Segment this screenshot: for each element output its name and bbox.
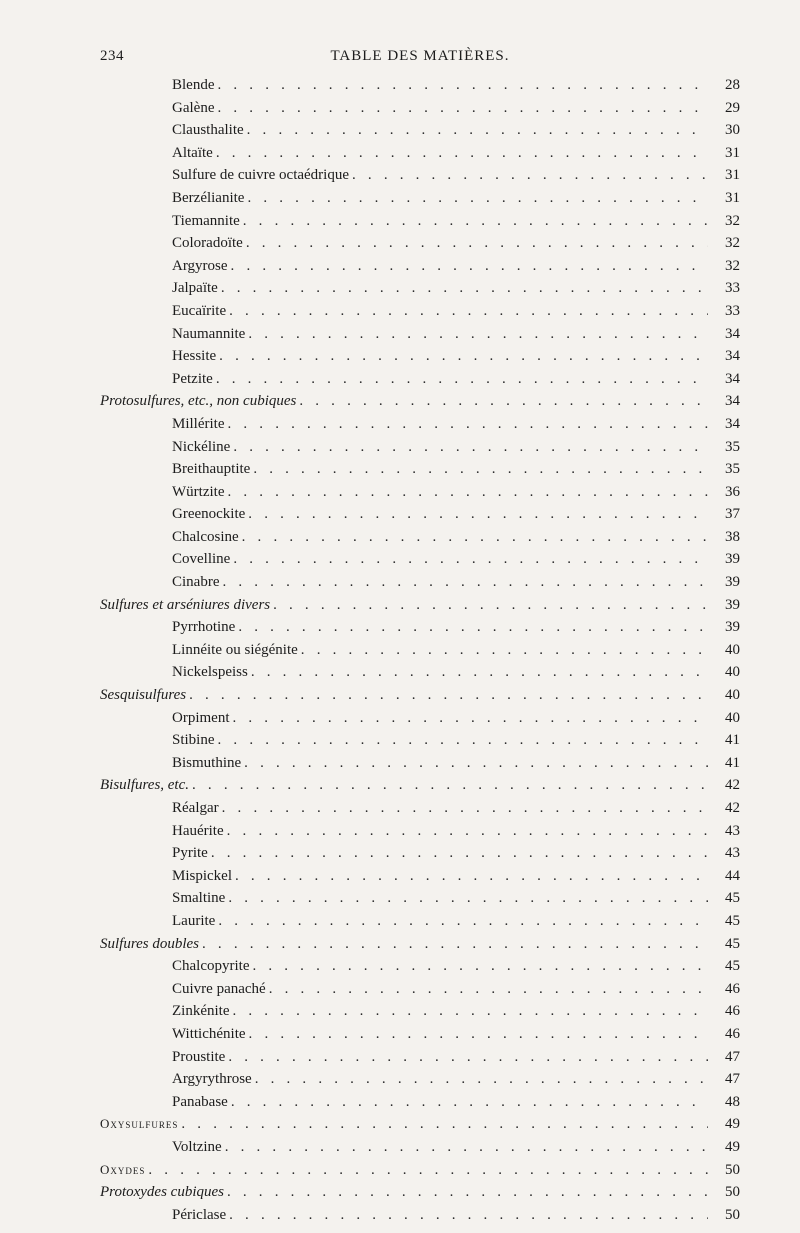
toc-entry: [100, 1000, 740, 1023]
toc-entry-label: Réalgar: [172, 800, 219, 816]
toc-entry-page: 38: [725, 528, 740, 545]
toc-entry: [100, 548, 740, 571]
toc-entry-page: 34: [725, 325, 740, 342]
toc-entry-page: 40: [725, 664, 740, 681]
toc-entry-label: Clausthalite: [172, 122, 244, 139]
toc-entry-page: 46: [725, 980, 740, 997]
toc-entry-label: Naumannite: [172, 325, 246, 342]
toc-section-heading: [100, 684, 740, 707]
dot-leader: [299, 390, 708, 413]
dot-leader: [189, 684, 708, 707]
dot-leader: [148, 1159, 708, 1182]
toc-entry-page: 41: [725, 754, 740, 771]
toc-entry: [100, 1046, 740, 1069]
toc-entry-label: Tiemannite: [172, 212, 240, 229]
toc-entry-label: Pyrite: [172, 845, 208, 862]
toc-entry-label: Sulfure de cuivre octaédrique: [172, 167, 350, 184]
toc-entry-page: 31: [725, 167, 740, 184]
toc-entry-page: 49: [725, 1138, 740, 1155]
toc-entry: [100, 707, 740, 730]
dot-leader: [221, 277, 708, 300]
dot-leader: [273, 594, 708, 617]
dot-leader: [231, 1091, 708, 1114]
toc-entry-label: Mispickel: [172, 867, 232, 884]
toc-entry-page: 48: [725, 1093, 740, 1110]
toc-entry-page: 40: [725, 687, 740, 704]
toc-entry: [100, 74, 740, 97]
toc-entry-page: 29: [725, 99, 740, 116]
toc-entry: [100, 887, 740, 910]
dot-leader: [218, 910, 708, 933]
toc-entry-label: Argyrose: [172, 257, 228, 274]
toc-entry: [100, 232, 740, 255]
toc-entry-label: Stibine: [172, 732, 215, 749]
toc-entry-label: Bismuthine: [172, 754, 242, 771]
toc-entry: [100, 842, 740, 865]
toc-entry-page: 43: [725, 822, 740, 839]
toc-entry-label: Jalpaïte: [172, 280, 218, 297]
toc-entry: [100, 639, 740, 662]
dot-leader: [255, 1068, 708, 1091]
dot-leader: [219, 345, 708, 368]
toc-entry-label: Covelline: [172, 551, 231, 568]
dot-leader: [249, 1023, 708, 1046]
toc-entry-page: 47: [725, 1071, 740, 1088]
toc-entry-page: 39: [725, 551, 740, 568]
toc-entry: [100, 164, 740, 187]
toc-entry-label: Cuivre panaché: [172, 980, 266, 997]
dot-leader: [227, 820, 708, 843]
toc-entry-label: Protoxydes cubiques: [100, 1184, 224, 1201]
toc-entry-page: 34: [725, 370, 740, 387]
toc-entry-label: Sulfures et arséniures divers: [100, 596, 271, 613]
dot-leader: [192, 774, 708, 797]
toc-entry-label: Millérite: [172, 415, 225, 432]
page-header: [100, 48, 740, 72]
dot-leader: [253, 458, 708, 481]
toc-entry-label: Chalcopyrite: [172, 958, 250, 975]
dot-leader: [233, 436, 708, 459]
toc-entry-page: 39: [725, 574, 740, 591]
dot-leader: [233, 548, 708, 571]
toc-entry-page: 47: [725, 1048, 740, 1065]
toc-entry-page: 34: [725, 415, 740, 432]
toc-entry: [100, 142, 740, 165]
toc-entry-label: Smaltine: [172, 890, 226, 907]
toc-section-heading: [100, 594, 740, 617]
toc-entry-label: Cinabre: [172, 574, 220, 591]
toc-entry: [100, 729, 740, 752]
toc-entry: [100, 277, 740, 300]
toc-entry-label: Blende: [172, 77, 215, 93]
dot-leader: [229, 300, 708, 323]
toc-entry-label: Sulfures doubles: [100, 935, 200, 952]
dot-leader: [228, 887, 708, 910]
toc-entry-label: Breithauptite: [172, 461, 251, 478]
toc-entry-page: 42: [725, 777, 740, 794]
dot-leader: [233, 707, 709, 730]
toc-entry: [100, 1023, 740, 1046]
toc-entry-page: 45: [725, 890, 740, 907]
toc-entry-page: 33: [725, 280, 740, 297]
toc-entry-page: 42: [725, 800, 740, 816]
dot-leader: [216, 368, 708, 391]
toc-entry: [100, 955, 740, 978]
toc-entry-label: Linnéite ou siégénite: [172, 641, 298, 658]
dot-leader: [227, 1181, 708, 1204]
toc-entry-page: 45: [725, 935, 740, 952]
toc-entry: [100, 503, 740, 526]
toc-entry-page: 45: [725, 958, 740, 975]
toc-entry-page: 32: [725, 257, 740, 274]
toc-entry-page: 46: [725, 1003, 740, 1020]
toc-entry-label: Proustite: [172, 1048, 226, 1065]
toc-entry-page: 33: [725, 302, 740, 319]
dot-leader: [229, 1204, 708, 1227]
dot-leader: [228, 413, 709, 436]
toc-entry-page: 45: [725, 912, 740, 929]
toc-entry-label: Galène: [172, 99, 215, 116]
dot-leader: [248, 503, 708, 526]
toc-entry: [100, 526, 740, 549]
dot-leader: [202, 933, 708, 956]
toc-entry-label: Würtzite: [172, 483, 225, 500]
dot-leader: [251, 661, 708, 684]
toc-entry-page: 50: [725, 1161, 740, 1178]
running-title: TABLE DES MATIÈRES.: [330, 48, 510, 64]
toc-entry-page: 41: [725, 732, 740, 749]
toc-entry: [100, 368, 740, 391]
dot-leader: [238, 616, 708, 639]
toc-entry: [100, 97, 740, 120]
toc-entry: [100, 436, 740, 459]
toc-entry-page: 43: [725, 845, 740, 862]
toc-entry-label: Laurite: [172, 912, 216, 929]
toc-section-heading: [100, 1113, 740, 1136]
dot-leader: [246, 232, 708, 255]
toc-entry-page: 40: [725, 709, 740, 726]
dot-leader: [218, 729, 708, 752]
toc-entry: [100, 865, 740, 888]
dot-leader: [217, 97, 708, 120]
dot-leader: [218, 74, 709, 97]
toc-entry-label: Eucaïrite: [172, 302, 227, 319]
toc-entry-label: Berzélianite: [172, 189, 245, 206]
dot-leader: [235, 865, 708, 888]
toc-entry-page: 50: [725, 1206, 740, 1223]
dot-leader: [301, 639, 708, 662]
toc-entry-label: Panabase: [172, 1093, 228, 1110]
dot-leader: [227, 481, 708, 504]
toc-section-heading: [100, 1181, 740, 1204]
toc-entry-label: Wittichénite: [172, 1025, 246, 1042]
toc-entry-label: Altaïte: [172, 144, 213, 161]
toc-entry: [100, 1136, 740, 1159]
toc-entry-label: Sesquisulfures: [100, 687, 187, 704]
toc-entry: [100, 119, 740, 142]
toc-entry-label: Périclase: [172, 1206, 227, 1223]
toc-entry: [100, 752, 740, 775]
dot-leader: [248, 323, 708, 346]
toc-entry-page: 39: [725, 619, 740, 636]
toc-entry-label: Oxysulfures: [100, 1116, 179, 1132]
toc-entry: [100, 1068, 740, 1091]
toc-entry-label: Zinkénite: [172, 1003, 230, 1020]
dot-leader: [228, 1046, 708, 1069]
toc-entry-page: 50: [725, 1184, 740, 1201]
dot-leader: [232, 1000, 708, 1023]
toc-entry: [100, 661, 740, 684]
toc-entry: [100, 413, 740, 436]
toc-entry-page: 34: [725, 393, 740, 410]
toc-entry: [100, 255, 740, 278]
dot-leader: [352, 164, 708, 187]
toc-entry-label: Hauérite: [172, 822, 224, 839]
toc-entry-label: Protosulfures, etc., non cubiques: [100, 393, 297, 410]
toc-entry-page: 46: [725, 1025, 740, 1042]
dot-leader: [242, 526, 708, 549]
toc-entry-page: 32: [725, 212, 740, 229]
dot-leader: [247, 187, 708, 210]
dot-leader: [243, 210, 708, 233]
toc-entry: [100, 458, 740, 481]
toc-entry-page: 32: [725, 235, 740, 252]
toc-entry: [100, 910, 740, 933]
dot-leader: [225, 1136, 708, 1159]
toc-entry: [100, 616, 740, 639]
dot-leader: [181, 1113, 708, 1136]
page-number: 234: [100, 48, 124, 64]
toc-entry: [100, 820, 740, 843]
toc-entry-page: 39: [725, 596, 740, 613]
toc-entry-label: Argyrythrose: [172, 1071, 252, 1088]
toc-entry-label: Nickelspeiss: [172, 664, 248, 681]
dot-leader: [269, 978, 708, 1001]
toc-entry-page: 49: [725, 1116, 740, 1133]
toc-entry-label: Pyrrhotine: [172, 619, 236, 636]
dot-leader: [247, 119, 708, 142]
toc-entry-page: 44: [725, 867, 740, 884]
toc-entry-page: 28: [725, 77, 740, 93]
toc-entry: [100, 210, 740, 233]
toc-entry-label: Chalcosine: [172, 528, 239, 545]
toc-entry: [100, 571, 740, 594]
dot-leader: [222, 797, 708, 820]
dot-leader: [216, 142, 708, 165]
toc-entry-label: Voltzine: [172, 1138, 222, 1155]
toc-entry: [100, 187, 740, 210]
toc-entry: [100, 481, 740, 504]
toc-entry-label: Hessite: [172, 348, 217, 365]
toc-section-heading: [100, 774, 740, 797]
toc-entry-page: 34: [725, 348, 740, 365]
toc-entry-page: 30: [725, 122, 740, 139]
dot-leader: [244, 752, 708, 775]
dot-leader: [211, 842, 708, 865]
toc-entry-label: Nickéline: [172, 438, 231, 455]
toc-entry-label: Bisulfures, etc.: [100, 777, 190, 794]
toc-entry-label: Orpiment: [172, 709, 230, 726]
dot-leader: [231, 255, 708, 278]
toc-entry-page: 35: [725, 461, 740, 478]
toc-entry-page: 37: [725, 506, 740, 523]
toc-entry: [100, 797, 740, 820]
toc-entry-label: Oxydes: [100, 1161, 146, 1177]
toc-section-heading: [100, 1159, 740, 1182]
toc-entry: [100, 345, 740, 368]
toc-section-heading: [100, 390, 740, 413]
toc-entry-page: 35: [725, 438, 740, 455]
dot-leader: [252, 955, 708, 978]
table-of-contents: [100, 74, 740, 1226]
toc-entry: [100, 300, 740, 323]
toc-entry-page: 40: [725, 641, 740, 658]
toc-entry: [100, 1204, 740, 1227]
toc-entry-label: Coloradoïte: [172, 235, 243, 252]
toc-entry: [100, 323, 740, 346]
toc-entry-label: Petzite: [172, 370, 213, 387]
toc-entry-page: 31: [725, 189, 740, 206]
toc-entry-page: 36: [725, 483, 740, 500]
dot-leader: [222, 571, 708, 594]
toc-entry: [100, 978, 740, 1001]
toc-entry: [100, 1091, 740, 1114]
toc-entry-page: 31: [725, 144, 740, 161]
toc-entry-label: Greenockite: [172, 506, 246, 523]
toc-section-heading: [100, 933, 740, 956]
